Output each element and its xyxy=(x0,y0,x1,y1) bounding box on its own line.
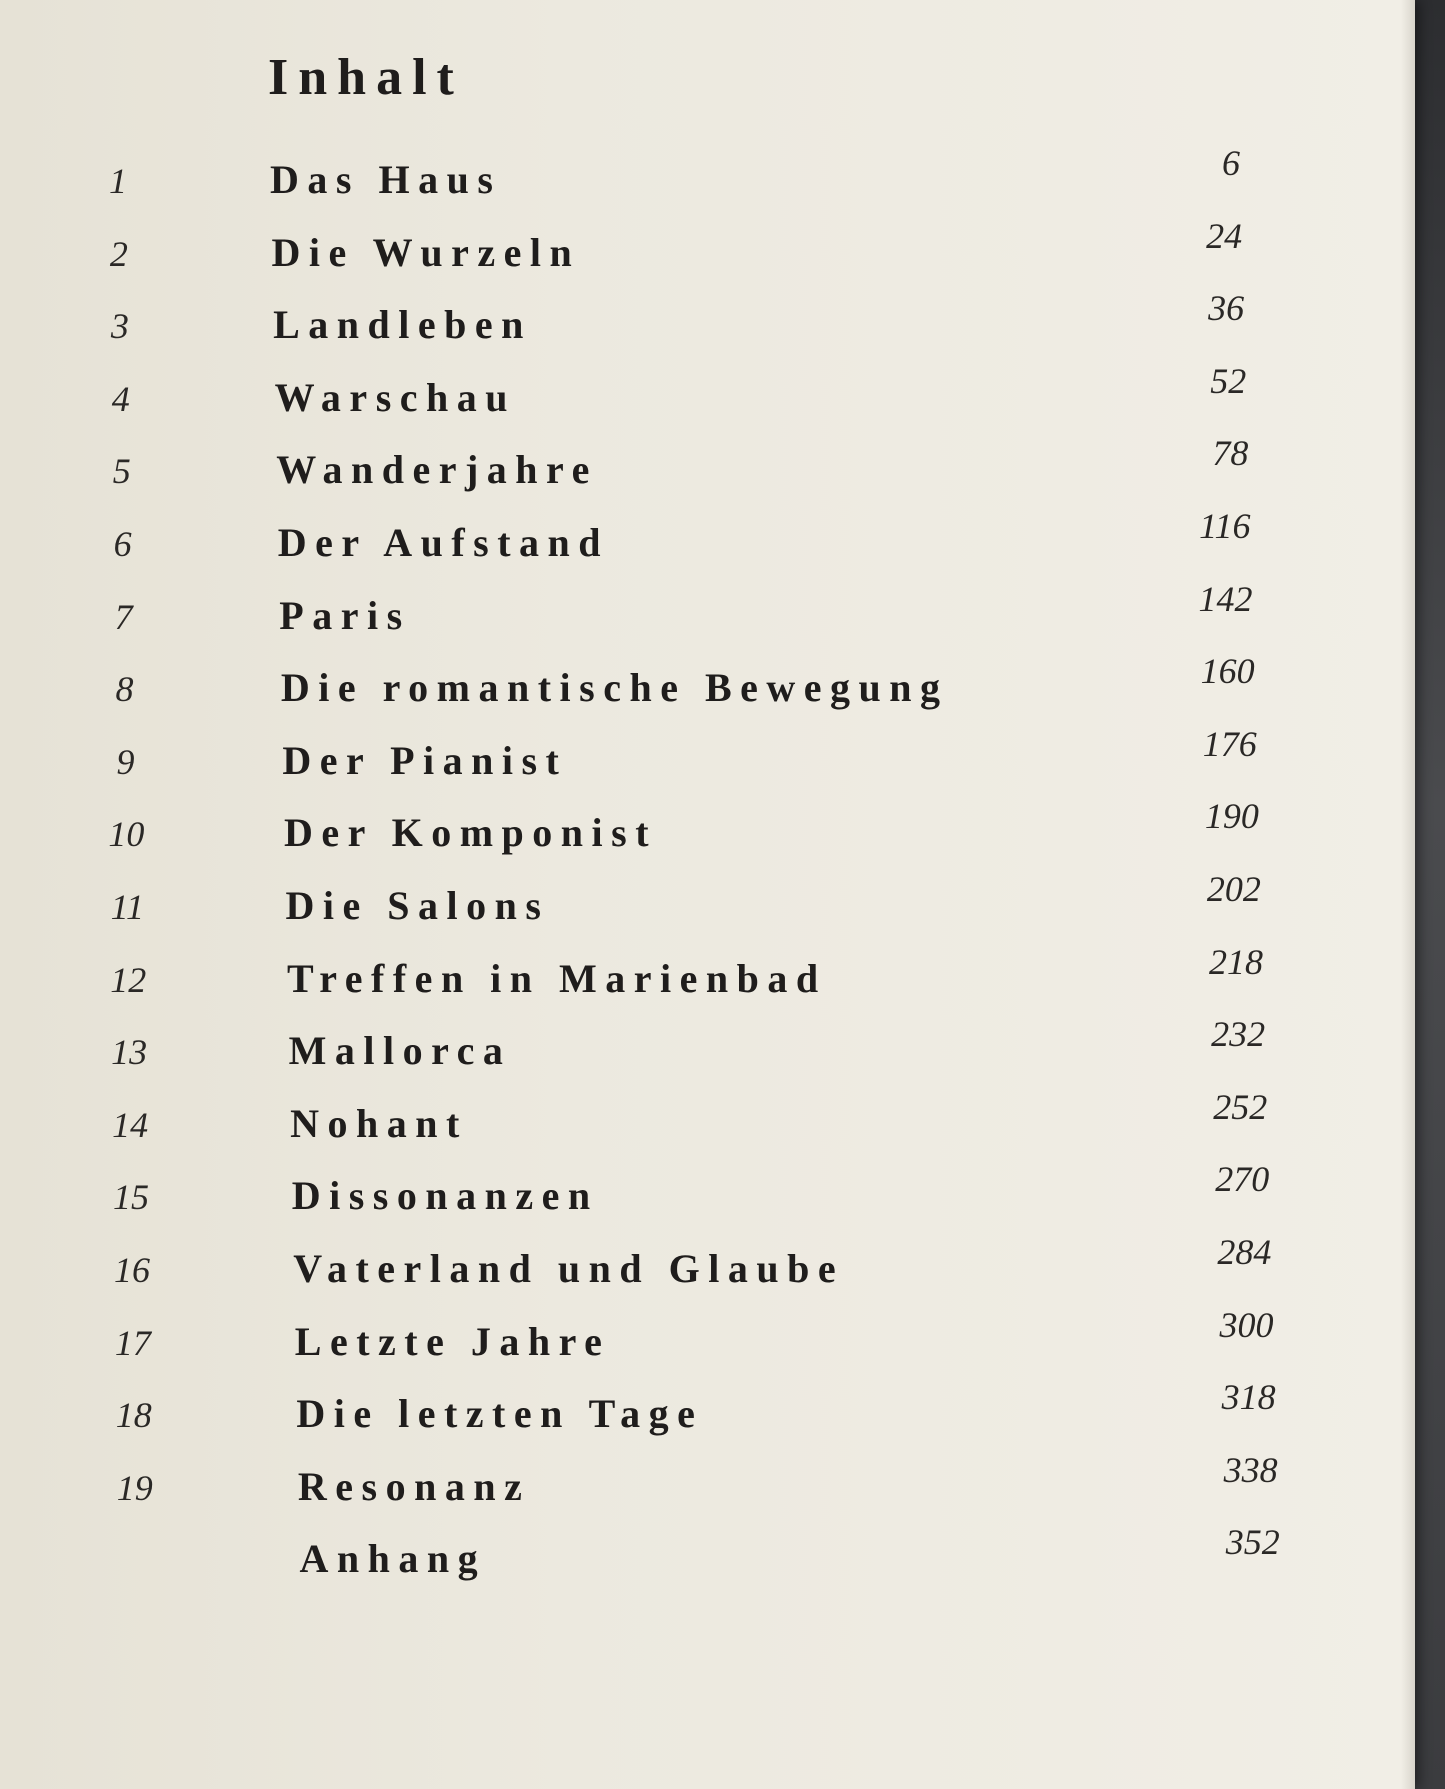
chapter-title: Vaterland und Glaube xyxy=(293,1246,845,1291)
toc-entry xyxy=(0,215,1415,283)
toc-entry xyxy=(0,360,1415,428)
chapter-title: Warschau xyxy=(274,374,516,420)
chapter-title: Treffen in Marienbad xyxy=(287,955,827,1001)
chapter-title: Letzte Jahre xyxy=(294,1318,611,1364)
chapter-title: Die letzten Tage xyxy=(296,1391,704,1437)
toc-entry xyxy=(0,578,1415,646)
chapter-number: 13 xyxy=(111,1032,148,1073)
toc-entry xyxy=(0,1377,1415,1444)
toc-entry xyxy=(0,288,1415,355)
chapter-title: Die Wurzeln xyxy=(271,229,581,275)
toc-entry xyxy=(0,433,1415,500)
chapter-number: 1 xyxy=(109,161,127,201)
chapter-number: 6 xyxy=(113,524,132,564)
toc-entry xyxy=(0,723,1415,791)
toc-entry xyxy=(0,1159,1415,1226)
toc-entry xyxy=(0,1014,1415,1081)
page-number: 36 xyxy=(1208,288,1245,329)
chapter-number: 17 xyxy=(114,1322,151,1363)
chapter-title: Die Salons xyxy=(285,883,550,928)
chapter-title: Das Haus xyxy=(270,157,502,202)
chapter-number: 15 xyxy=(113,1177,150,1218)
page-number: 142 xyxy=(1198,578,1253,619)
chapter-title: Landleben xyxy=(273,302,532,348)
page-number: 24 xyxy=(1206,215,1243,256)
chapter-number: 11 xyxy=(110,887,144,927)
chapter-number: 10 xyxy=(108,814,145,855)
page-number: 338 xyxy=(1223,1449,1278,1490)
page-number: 52 xyxy=(1210,360,1247,401)
chapter-number: 7 xyxy=(114,596,133,637)
toc-entry xyxy=(0,506,1415,573)
chapter-number: 3 xyxy=(110,306,129,347)
page-number: 6 xyxy=(1222,143,1240,183)
page-number: 176 xyxy=(1202,723,1257,764)
toc-entry xyxy=(0,796,1415,863)
toc-entry xyxy=(0,1304,1415,1372)
chapter-number: 9 xyxy=(116,741,135,782)
chapter-title: Die romantische Bewegung xyxy=(280,665,949,711)
chapter-number: 12 xyxy=(110,959,147,1000)
chapter-title: Nohant xyxy=(290,1100,468,1146)
chapter-number: 18 xyxy=(115,1395,152,1436)
page-number: 190 xyxy=(1204,796,1259,837)
chapter-title: Der Pianist xyxy=(282,737,568,783)
page-number: 202 xyxy=(1206,869,1261,909)
chapter-number: 5 xyxy=(112,451,131,492)
toc-entry xyxy=(0,651,1415,718)
chapter-title: Paris xyxy=(279,592,411,638)
chapter-title: Mallorca xyxy=(288,1028,512,1074)
chapter-title: Der Komponist xyxy=(283,810,658,856)
page-number: 116 xyxy=(1199,506,1251,546)
toc-entry xyxy=(0,1086,1415,1154)
page-number: 160 xyxy=(1200,651,1255,692)
page-number: 218 xyxy=(1209,941,1264,982)
toc-entry xyxy=(0,941,1415,1009)
toc-entry xyxy=(0,1232,1415,1299)
toc-entry xyxy=(0,1449,1415,1517)
page-number: 318 xyxy=(1221,1377,1276,1418)
chapter-number: 19 xyxy=(116,1467,153,1508)
toc-entry xyxy=(0,143,1415,210)
chapter-title: Resonanz xyxy=(297,1463,531,1509)
chapter-number: 14 xyxy=(112,1104,149,1145)
toc-entry xyxy=(0,1522,1415,1589)
chapter-title: Dissonanzen xyxy=(291,1173,599,1219)
page-number: 232 xyxy=(1211,1014,1266,1055)
chapter-number: 8 xyxy=(115,669,134,710)
page-number: 78 xyxy=(1212,433,1249,474)
chapter-title: Anhang xyxy=(299,1536,487,1582)
page-number: 284 xyxy=(1217,1232,1272,1272)
chapter-number: 2 xyxy=(109,233,128,274)
page-number: 300 xyxy=(1219,1304,1274,1345)
page-title: Inhalt xyxy=(268,49,464,106)
chapter-title: Wanderjahre xyxy=(276,447,598,493)
page-number: 270 xyxy=(1215,1159,1270,1200)
chapter-number: 16 xyxy=(113,1250,150,1290)
page-number: 352 xyxy=(1225,1522,1280,1563)
chapter-number: 4 xyxy=(111,378,130,419)
toc-entry xyxy=(0,869,1415,936)
page-number: 252 xyxy=(1213,1086,1268,1127)
chapter-title: Der Aufstand xyxy=(277,520,610,565)
